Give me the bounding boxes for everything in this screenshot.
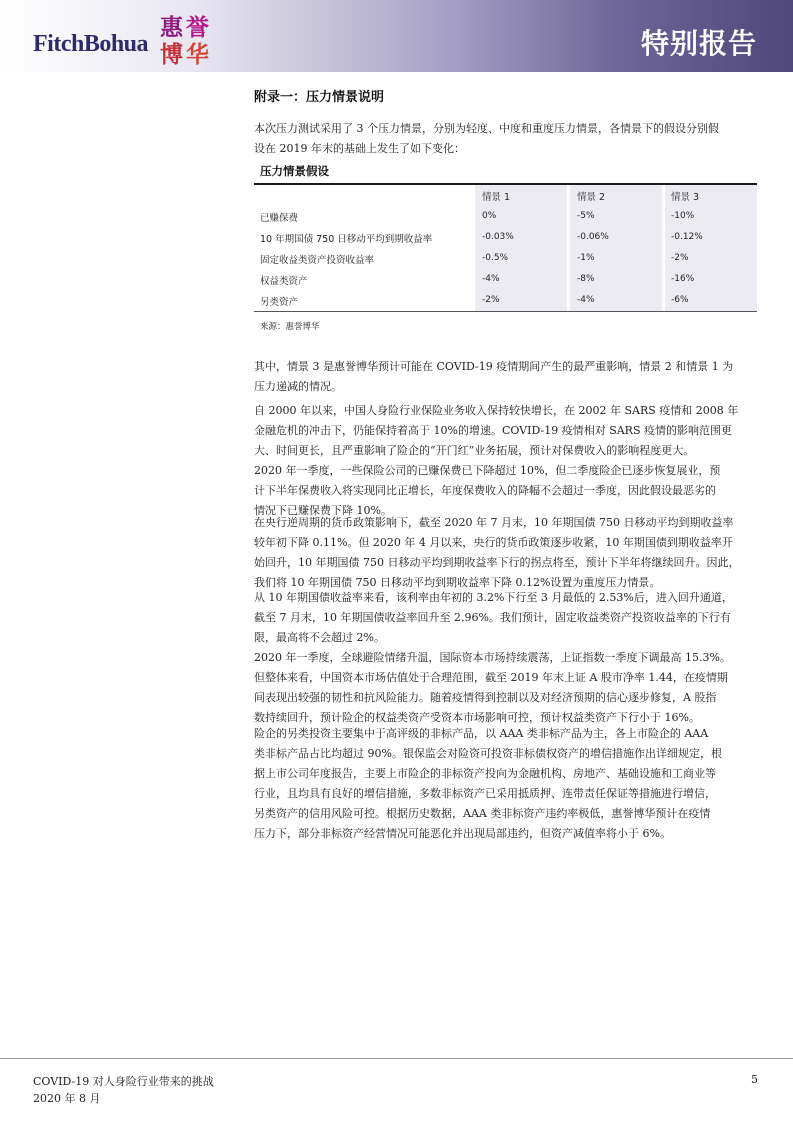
table-cell: -0.5% xyxy=(482,253,509,263)
text-line: 但整体来看，中国资本市场估值处于合理范围，截至 2019 年末上证 A 股市净率 1.44，在疫情期 xyxy=(254,671,728,684)
text-line: 大、时间更长，且严重影响了险企的“开门红”业务拓展，预计对保费收入的影响程度更大。 xyxy=(254,444,695,457)
table-cell: 0% xyxy=(482,211,497,221)
text-line: 我们将 10 年期国债 750 日移动平均到期收益率下降 0.12%设置为重度压力情景。 xyxy=(254,576,661,589)
text-line: 始回升，10 年期国债 750 日移动平均到期收益率下行的拐点将至，预计下半年将继续回升。因此， xyxy=(254,556,740,569)
row-label: 固定收益类资产投资收益率 xyxy=(260,255,375,266)
paragraph-alternative-assets xyxy=(254,724,769,844)
text-line: 险企的另类投资主要集中于高评级的非标产品，以 AAA 类非标产品为主，各上市险企的 AAA xyxy=(254,727,709,740)
column-shade-scenario-1 xyxy=(475,185,567,311)
text-line: 据上市公司年度报告，主要上市险企的非标资产投向为金融机构、房地产、基础设施和工商业等 xyxy=(254,767,716,780)
text-line: 设在 2019 年末的基础上发生了如下变化： xyxy=(254,142,465,155)
text-line: 从 10 年期国债收益率来看，该利率由年初的 3.2%下行至 3 月最低的 2.53%后，进入回升通道， xyxy=(254,591,733,604)
column-header: 情景 2 xyxy=(577,192,606,203)
table-source: 来源：惠誉博华 xyxy=(260,322,320,332)
text-line: 本次压力测试采用了 3 个压力情景，分别为轻度、中度和重度压力情景，各情景下的假设分别假 xyxy=(254,122,719,135)
text-line: 金融危机的冲击下，仍能保持着高于 10%的增速。COVID-19 疫情相对 SARS 疫情的影响范围更 xyxy=(254,424,732,437)
row-label: 权益类资产 xyxy=(260,276,308,287)
logo-char: 誉 xyxy=(186,14,209,41)
table-cell: -0.12% xyxy=(671,232,703,242)
appendix-title: 附录一：压力情景说明 xyxy=(254,90,385,105)
logo-char: 博 xyxy=(160,41,183,68)
text-line: 间表现出较强的韧性和抗风险能力。随着疫情得到控制以及对经济预期的信心逐步修复，A 股指 xyxy=(254,691,717,704)
column-header: 情景 3 xyxy=(671,192,700,203)
table-cell: -10% xyxy=(671,211,695,221)
table-cell: -6% xyxy=(671,295,689,305)
logo-char: 惠 xyxy=(160,14,183,41)
table-cell: -5% xyxy=(577,211,595,221)
table-bottom-rule xyxy=(254,311,757,312)
table-cell: -0.06% xyxy=(577,232,609,242)
page-number: 5 xyxy=(751,1073,758,1086)
footer-report-title: COVID-19 对人身险行业带来的挑战 xyxy=(33,1075,214,1088)
table-cell: -1% xyxy=(577,253,595,263)
text-line: 压力下，部分非标资产经营情况可能恶化并出现局部违约，但资产减值率将小于 6%。 xyxy=(254,827,671,840)
row-label: 10 年期国债 750 日移动平均到期收益率 xyxy=(260,234,433,245)
text-line: 限，最高将不会超过 2%。 xyxy=(254,631,385,644)
text-line: 数持续回升，预计险企的权益类资产受资本市场影响可控，预计权益类资产下行小于 16%。 xyxy=(254,711,700,724)
text-line: 另类资产的信用风险可控。根据历史数据，AAA 类非标资产违约率极低，惠誉博华预计在疫情 xyxy=(254,807,711,820)
column-header: 情景 1 xyxy=(482,192,511,203)
text-line: 压力递减的情况。 xyxy=(254,380,342,393)
table-cell: -4% xyxy=(577,295,595,305)
text-line: 自 2000 年以来，中国人身险行业保险业务收入保持较快增长，在 2002 年 SARS 疫情和 2008 年 xyxy=(254,404,739,417)
table-cell: -2% xyxy=(482,295,500,305)
header-banner xyxy=(0,0,793,72)
paragraph-fixed-income xyxy=(254,588,769,648)
text-line: 其中，情景 3 是惠誉博华预计可能在 COVID-19 疫情期间产生的最严重影响，情景 2 和情景 1 为 xyxy=(254,360,734,373)
intro-paragraph xyxy=(254,119,769,159)
paragraph-premium xyxy=(254,401,769,521)
text-line: 在央行逆周期的货币政策影响下，截至 2020 年 7 月末，10 年期国债 750 日移动平均到期收益率 xyxy=(254,516,734,529)
logo-text: FitchBohua xyxy=(33,31,149,57)
paragraph-scenario-explanation xyxy=(254,357,769,397)
text-line: 情况下已赚保费下降 10%。 xyxy=(254,504,392,517)
text-line: 行业，且均具有良好的增信措施，多数非标资产已采用抵质押、连带责任保证等措施进行增信， xyxy=(254,787,716,800)
text-line: 截至 7 月末，10 年期国债收益率回升至 2.96%。我们预计，固定收益类资产投资收益率的下行有 xyxy=(254,611,731,624)
table-cell: -8% xyxy=(577,274,595,284)
footer-date: 2020 年 8 月 xyxy=(33,1092,101,1105)
table-cell: -16% xyxy=(671,274,695,284)
report-type-title: 特别报告 xyxy=(640,27,757,60)
column-shade-scenario-3 xyxy=(665,185,757,311)
paragraph-bond-yield xyxy=(254,513,769,593)
table-cell: -0.03% xyxy=(482,232,514,242)
table-cell: -4% xyxy=(482,274,500,284)
column-shade-scenario-2 xyxy=(570,185,662,311)
footer-rule xyxy=(0,1058,793,1059)
table-title: 压力情景假设 xyxy=(260,164,329,178)
row-label: 已赚保费 xyxy=(260,213,299,224)
logo-char: 华 xyxy=(186,41,209,68)
text-line: 类非标产品占比均超过 90%。银保监会对险资可投资非标债权资产的增信措施作出详细规定，根 xyxy=(254,747,722,760)
row-label: 另类资产 xyxy=(260,297,299,308)
text-line: 计下半年保费收入将实现同比正增长，年度保费收入的降幅不会超过一季度，因此假设最恶劣的 xyxy=(254,484,716,497)
paragraph-equity xyxy=(254,648,769,728)
logo-emblem xyxy=(156,12,216,70)
text-line: 2020 年一季度，一些保险公司的已赚保费已下降超过 10%，但二季度险企已逐步恢复展业，预 xyxy=(254,464,721,477)
text-line: 较年初下降 0.11%。但 2020 年 4 月以来，央行的货币政策逐步收紧，10 年期国债到期收益率开 xyxy=(254,536,733,549)
text-line: 2020 年一季度，全球避险情绪升温，国际资本市场持续震荡，上证指数一季度下调最高 15.3%。 xyxy=(254,651,731,664)
table-cell: -2% xyxy=(671,253,689,263)
